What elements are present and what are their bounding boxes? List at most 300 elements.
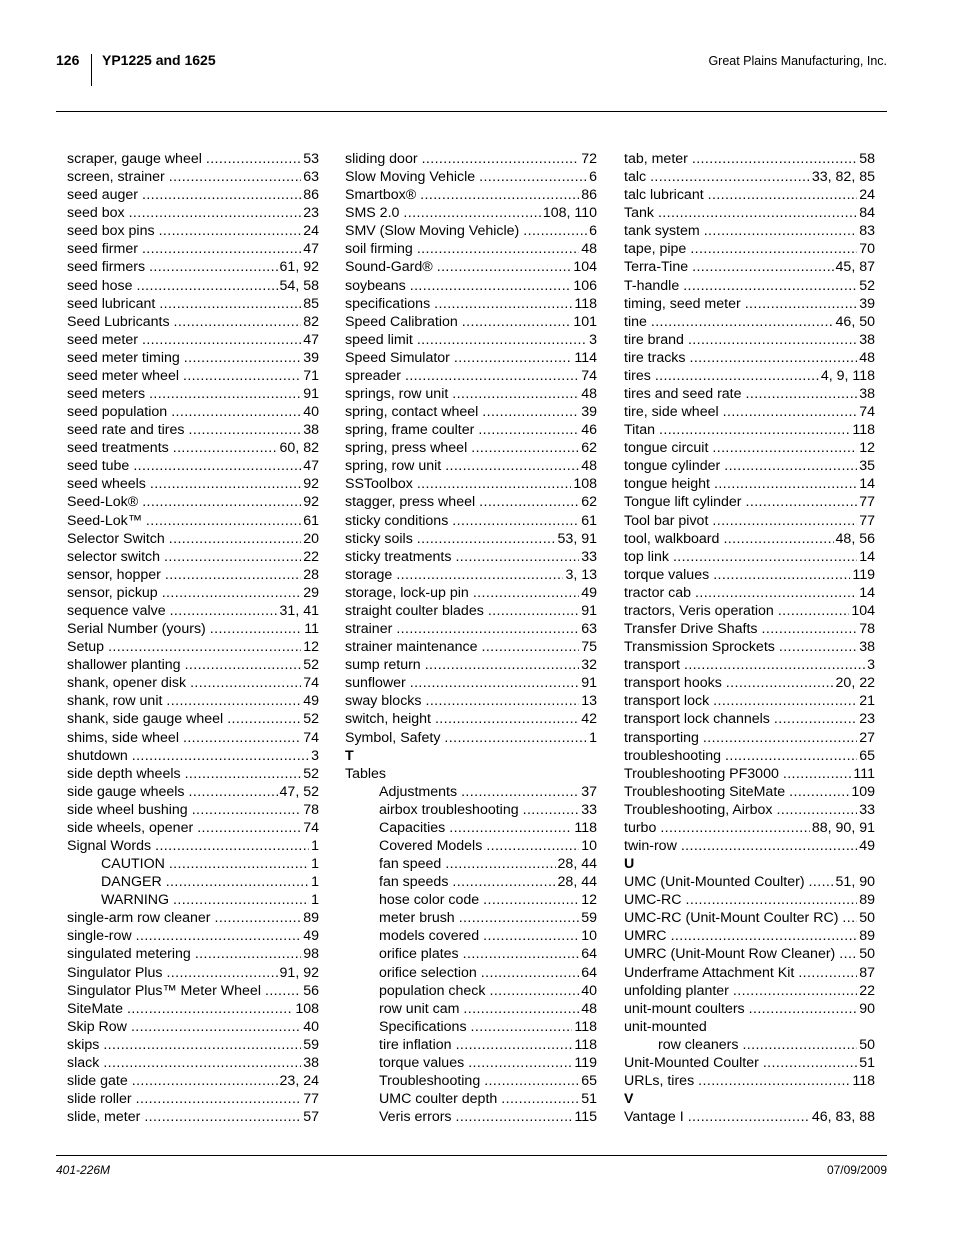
index-term: sensor, pickup — [67, 584, 158, 601]
index-entry — [624, 530, 875, 548]
index-term: UMRC — [624, 928, 667, 945]
index-subentry — [345, 927, 597, 945]
index-term: URLs, tires — [624, 1072, 695, 1089]
index-entry — [67, 367, 319, 385]
dot-leader — [798, 964, 857, 982]
dot-leader — [164, 548, 301, 566]
index-term: Troubleshooting SiteMate — [624, 783, 786, 800]
index-page-refs: 54, 58 — [279, 277, 319, 294]
index-page-refs: 21 — [859, 693, 875, 710]
index-subentry — [345, 1108, 597, 1126]
index-term: models covered — [379, 928, 480, 945]
dot-leader — [684, 656, 865, 674]
index-term: Singulator Plus — [67, 964, 163, 981]
index-page-refs: 58 — [859, 151, 875, 167]
index-term: seed rate and tires — [67, 422, 185, 439]
dot-leader — [410, 674, 579, 692]
header-divider — [91, 54, 92, 86]
index-page-refs: 40 — [303, 1018, 319, 1035]
publication-date: 07/09/2009 — [826, 1163, 887, 1177]
index-page-refs: 40 — [303, 404, 319, 421]
index-term: talc lubricant — [624, 187, 704, 204]
dot-leader — [108, 638, 301, 656]
index-page-refs: 63 — [581, 621, 597, 638]
index-entry — [624, 493, 875, 511]
index-subentry — [345, 783, 597, 801]
dot-leader — [725, 747, 857, 765]
index-entry — [624, 258, 875, 276]
index-term: skips — [67, 1036, 100, 1053]
company-name: Great Plains Manufacturing, Inc. — [708, 54, 887, 68]
index-page-refs: 119 — [852, 566, 875, 583]
index-page-refs: 70 — [859, 241, 875, 258]
index-page-refs: 4, 9, 118 — [820, 367, 875, 384]
index-term: Vantage I — [624, 1109, 684, 1126]
index-term: tongue circuit — [624, 440, 709, 457]
index-page-refs: 85 — [303, 295, 319, 312]
index-term: twin-row — [624, 837, 677, 854]
index-entry — [624, 439, 875, 457]
index-term: tool, walkboard — [624, 530, 720, 547]
index-page-refs: 71 — [303, 367, 319, 384]
index-term: seed lubricant — [67, 295, 156, 312]
index-entry — [67, 656, 319, 674]
index-page-refs: 60, 82 — [279, 440, 319, 457]
index-term: side depth wheels — [67, 765, 181, 782]
index-term: shallower planting — [67, 657, 181, 674]
index-page-refs: 37 — [581, 783, 597, 800]
dot-leader — [396, 620, 579, 638]
index-entry — [345, 204, 597, 222]
index-page-refs: 74 — [581, 367, 597, 384]
index-entry — [345, 566, 597, 584]
index-term: seed meter wheel — [67, 367, 179, 384]
index-entry — [624, 186, 875, 204]
index-entry — [345, 240, 597, 258]
index-term: side gauge wheels — [67, 783, 185, 800]
index-page-refs: 47 — [303, 241, 319, 258]
dot-leader — [144, 1108, 301, 1126]
dot-leader — [655, 367, 819, 385]
index-page-refs: 77 — [859, 512, 875, 529]
index-term: orifice selection — [379, 964, 477, 981]
dot-leader — [671, 927, 858, 945]
index-entry — [67, 421, 319, 439]
index-page-refs: 61, 92 — [279, 259, 319, 276]
index-page-refs: 3 — [589, 331, 597, 348]
index-term: Specifications — [379, 1018, 467, 1035]
index-term: strainer — [345, 621, 393, 638]
index-page-refs: 48 — [581, 241, 597, 258]
dot-leader — [166, 964, 277, 982]
dot-leader — [149, 385, 301, 403]
dot-leader — [452, 873, 555, 891]
index-term: switch, height — [345, 711, 431, 728]
index-term: transporting — [624, 729, 699, 746]
dot-leader — [183, 729, 301, 747]
dot-leader — [473, 584, 579, 602]
index-term: spreader — [345, 367, 401, 384]
index-entry — [345, 331, 597, 349]
dot-leader — [695, 584, 857, 602]
dot-leader — [690, 240, 857, 258]
index-page-refs: 104 — [573, 259, 597, 276]
index-term: top link — [624, 548, 669, 565]
index-subentry — [67, 891, 319, 909]
index-term: Setup — [67, 639, 105, 656]
dot-leader — [169, 855, 309, 873]
index-entry — [345, 421, 597, 439]
index-section-letter: V — [624, 1091, 634, 1108]
index-page-refs: 50 — [859, 946, 875, 963]
dot-leader — [136, 1090, 302, 1108]
index-entry — [67, 620, 319, 638]
index-page-refs: 39 — [303, 349, 319, 366]
dot-leader — [456, 1036, 573, 1054]
index-entry — [624, 927, 875, 945]
index-term: SSToolbox — [345, 476, 413, 493]
dot-leader — [129, 204, 302, 222]
index-entry — [345, 530, 597, 548]
index-entry — [67, 819, 319, 837]
index-term: tank system — [624, 223, 700, 240]
index-entry — [624, 277, 875, 295]
index-term: slack — [67, 1054, 100, 1071]
index-term: row unit cam — [379, 1000, 460, 1017]
index-entry — [624, 783, 875, 801]
index-term: soil firming — [345, 241, 413, 258]
index-term: soybeans — [345, 277, 406, 294]
dot-leader — [159, 222, 302, 240]
dot-leader — [189, 783, 278, 801]
index-subentry — [345, 1018, 597, 1036]
index-term: torque values — [379, 1054, 465, 1071]
dot-leader — [197, 819, 301, 837]
index-page-refs: 51 — [581, 1091, 597, 1108]
index-page-refs: 90 — [859, 1000, 875, 1017]
index-page-refs: 84 — [859, 205, 875, 222]
dot-leader — [483, 891, 579, 909]
index-entry — [67, 837, 319, 855]
index-page-refs: 78 — [303, 801, 319, 818]
dot-leader — [425, 692, 579, 710]
index-entry — [624, 204, 875, 222]
index-page-refs: 22 — [859, 982, 875, 999]
index-entry — [624, 457, 875, 475]
index-page-refs: 88, 90, 91 — [811, 819, 875, 836]
index-term: speed limit — [345, 331, 413, 348]
index-term: slide, meter — [67, 1109, 141, 1126]
dot-leader — [183, 367, 301, 385]
index-column-1 — [67, 150, 319, 1126]
dot-leader — [136, 277, 277, 295]
index-term: Tool bar pivot — [624, 512, 709, 529]
index-page-refs: 91 — [303, 386, 319, 403]
index-page-refs: 48, 56 — [835, 530, 875, 547]
index-entry — [624, 729, 875, 747]
index-term: row cleaners — [658, 1036, 739, 1053]
index-entry — [67, 475, 319, 493]
index-page-refs: 48 — [581, 386, 597, 403]
index-term: Speed Simulator — [345, 349, 450, 366]
index-term: spring, frame coulter — [345, 422, 475, 439]
index-entry — [624, 240, 875, 258]
dot-leader — [103, 1036, 301, 1054]
index-page-refs: 33 — [859, 801, 875, 818]
index-term: unfolding planter — [624, 982, 729, 999]
dot-leader — [403, 204, 540, 222]
index-page-refs: 24 — [303, 223, 319, 240]
index-entry — [345, 638, 597, 656]
index-page-refs: 108 — [573, 476, 597, 493]
index-page-refs: 48 — [859, 349, 875, 366]
index-subentry — [345, 909, 597, 927]
index-page-refs: 104 — [851, 602, 875, 619]
index-page-refs: 20 — [303, 530, 319, 547]
index-term: side wheels, opener — [67, 819, 194, 836]
index-entry — [67, 385, 319, 403]
dot-leader — [686, 891, 858, 909]
dot-leader — [713, 566, 850, 584]
dot-leader — [660, 819, 810, 837]
dot-leader — [454, 349, 572, 367]
index-term: strainer maintenance — [345, 639, 478, 656]
dot-leader — [762, 620, 858, 638]
index-term: Seed Lubricants — [67, 313, 170, 330]
index-term: spring, contact wheel — [345, 404, 479, 421]
dot-leader — [174, 313, 302, 331]
dot-leader — [435, 710, 579, 728]
dot-leader — [405, 367, 579, 385]
index-page-refs: 78 — [859, 621, 875, 638]
index-term: seed firmers — [67, 259, 146, 276]
index-subentry — [345, 1000, 597, 1018]
index-page-refs: 115 — [574, 1109, 597, 1126]
index-term: transport hooks — [624, 675, 722, 692]
index-page-refs: 38 — [303, 1054, 319, 1071]
index-page-refs: 38 — [859, 639, 875, 656]
dot-leader — [173, 439, 278, 457]
index-entry — [624, 982, 875, 1000]
index-entry — [345, 439, 597, 457]
index-entry — [345, 295, 597, 313]
index-page-refs: 28, 44 — [557, 874, 597, 891]
index-page-refs: 91 — [581, 602, 597, 619]
index-page-refs: 40 — [581, 982, 597, 999]
index-term: fan speeds — [379, 874, 449, 891]
index-entry — [624, 674, 875, 692]
index-term: slide roller — [67, 1091, 132, 1108]
index-term: Seed-Lok™ — [67, 512, 142, 529]
index-term: seed auger — [67, 187, 138, 204]
index-page-refs: 89 — [859, 892, 875, 909]
dot-leader — [692, 150, 857, 168]
index-entry — [624, 475, 875, 493]
index-entry — [345, 729, 597, 747]
dot-leader — [456, 1108, 573, 1126]
index-entry — [345, 602, 597, 620]
index-entry — [345, 584, 597, 602]
index-page-refs: 14 — [859, 584, 875, 601]
index-page-refs: 74 — [303, 675, 319, 692]
index-entry — [624, 403, 875, 421]
dot-leader — [142, 186, 301, 204]
dot-leader — [688, 1108, 810, 1126]
index-term: T-handle — [624, 277, 680, 294]
dot-leader — [265, 982, 301, 1000]
index-term: shank, opener disk — [67, 675, 187, 692]
index-page-refs: 38 — [303, 422, 319, 439]
dot-leader — [809, 873, 834, 891]
index-page-refs: 20, 22 — [835, 675, 875, 692]
index-page-refs: 89 — [303, 910, 319, 927]
index-term: tires — [624, 367, 651, 384]
index-entry — [624, 421, 875, 439]
index-term: specifications — [345, 295, 431, 312]
index-entry — [624, 222, 875, 240]
index-term: meter brush — [379, 910, 455, 927]
index-term: Signal Words — [67, 837, 152, 854]
index-entry — [624, 566, 875, 584]
index-entry — [624, 1054, 875, 1072]
index-entry — [67, 295, 319, 313]
index-entry — [624, 1072, 875, 1090]
index-page-refs: 83 — [859, 223, 875, 240]
index-page-refs: 53 — [303, 151, 319, 167]
index-page-refs: 24 — [859, 187, 875, 204]
dot-leader — [779, 638, 857, 656]
index-subentry — [345, 1090, 597, 1108]
index-page-refs: 33 — [581, 548, 597, 565]
index-entry — [624, 765, 875, 783]
index-entry — [67, 765, 319, 783]
index-entry — [67, 801, 319, 819]
index-term: torque values — [624, 566, 710, 583]
index-entry — [67, 150, 319, 168]
index-page-refs: 61 — [581, 512, 597, 529]
dot-leader — [479, 493, 579, 511]
index-term: seed hose — [67, 277, 133, 294]
index-page-refs: 74 — [859, 404, 875, 421]
index-term: Transfer Drive Shafts — [624, 621, 758, 638]
index-page-refs: 118 — [574, 295, 597, 312]
dot-leader — [681, 837, 857, 855]
dot-leader — [842, 909, 857, 927]
index-term: selector switch — [67, 548, 161, 565]
index-term: tape, pipe — [624, 241, 687, 258]
index-page-refs: 92 — [303, 494, 319, 511]
index-entry — [345, 222, 597, 240]
index-entry — [345, 457, 597, 475]
dot-leader — [210, 620, 303, 638]
index-term: transport lock — [624, 693, 710, 710]
dot-leader — [746, 493, 858, 511]
index-term: WARNING — [101, 892, 170, 909]
index-term: tire brand — [624, 331, 684, 348]
index-entry — [67, 240, 319, 258]
index-page-refs: 33 — [581, 801, 597, 818]
dot-leader — [692, 258, 833, 276]
dot-leader — [462, 313, 572, 331]
index-entry — [345, 656, 597, 674]
index-entry — [67, 945, 319, 963]
index-page-refs: 86 — [581, 187, 597, 204]
index-entry — [345, 475, 597, 493]
index-entry — [624, 168, 875, 186]
index-page-refs: 89 — [859, 928, 875, 945]
dot-leader — [165, 566, 301, 584]
index-page-refs: 48 — [581, 458, 597, 475]
index-page-refs: 14 — [859, 476, 875, 493]
index-term: orifice plates — [379, 946, 459, 963]
index-term: storage, lock-up pin — [345, 584, 469, 601]
index-entry — [624, 801, 875, 819]
index-term: Symbol, Safety — [345, 729, 441, 746]
index-entry — [345, 277, 597, 295]
index-term: Troubleshooting, Airbox — [624, 801, 773, 818]
index-page-refs: 49 — [859, 837, 875, 854]
index-page-refs: 12 — [581, 892, 597, 909]
header-rule — [56, 111, 887, 112]
index-term: UMRC (Unit-Mount Row Cleaner) — [624, 946, 836, 963]
index-entry — [624, 638, 875, 656]
dot-leader — [185, 765, 302, 783]
index-entry — [345, 493, 597, 511]
footer-rule — [56, 1155, 887, 1156]
dot-leader — [471, 1018, 573, 1036]
index-term: Veris errors — [379, 1109, 452, 1126]
index-page-refs: 53, 91 — [557, 530, 597, 547]
dot-leader — [417, 475, 572, 493]
index-page-refs: 65 — [581, 1072, 597, 1089]
index-term: single-row — [67, 928, 132, 945]
index-page-refs: 3 — [311, 747, 319, 764]
index-page-refs: 50 — [859, 910, 875, 927]
dot-leader — [488, 602, 579, 620]
index-entry — [67, 222, 319, 240]
index-entry — [345, 385, 597, 403]
index-entry — [67, 674, 319, 692]
index-page-refs: 28 — [303, 566, 319, 583]
index-entry — [624, 331, 875, 349]
dot-leader — [723, 403, 858, 421]
index-page-refs: 108, 110 — [542, 205, 597, 222]
index-subentry — [624, 1036, 875, 1054]
dot-leader — [523, 222, 587, 240]
index-page-refs: 47 — [303, 458, 319, 475]
index-term: tire tracks — [624, 349, 686, 366]
index-term: seed population — [67, 404, 168, 421]
index-entry — [67, 313, 319, 331]
dot-leader — [463, 945, 580, 963]
dot-leader — [778, 602, 850, 620]
index-column-3 — [624, 150, 875, 1126]
index-term: transport lock channels — [624, 711, 770, 728]
index-term: side wheel bushing — [67, 801, 188, 818]
index-term: SiteMate — [67, 1000, 123, 1017]
index-entry — [345, 150, 597, 168]
index-page-refs: 1 — [311, 892, 319, 909]
dot-leader — [724, 457, 857, 475]
index-page-refs: 118 — [852, 1072, 875, 1089]
dot-leader — [192, 801, 302, 819]
index-page-refs: 46, 50 — [835, 313, 875, 330]
index-term: transport — [624, 657, 680, 674]
index-term: Titan — [624, 422, 656, 439]
index-page-refs: 108 — [295, 1000, 319, 1017]
dot-leader — [170, 602, 278, 620]
index-entry — [624, 367, 875, 385]
